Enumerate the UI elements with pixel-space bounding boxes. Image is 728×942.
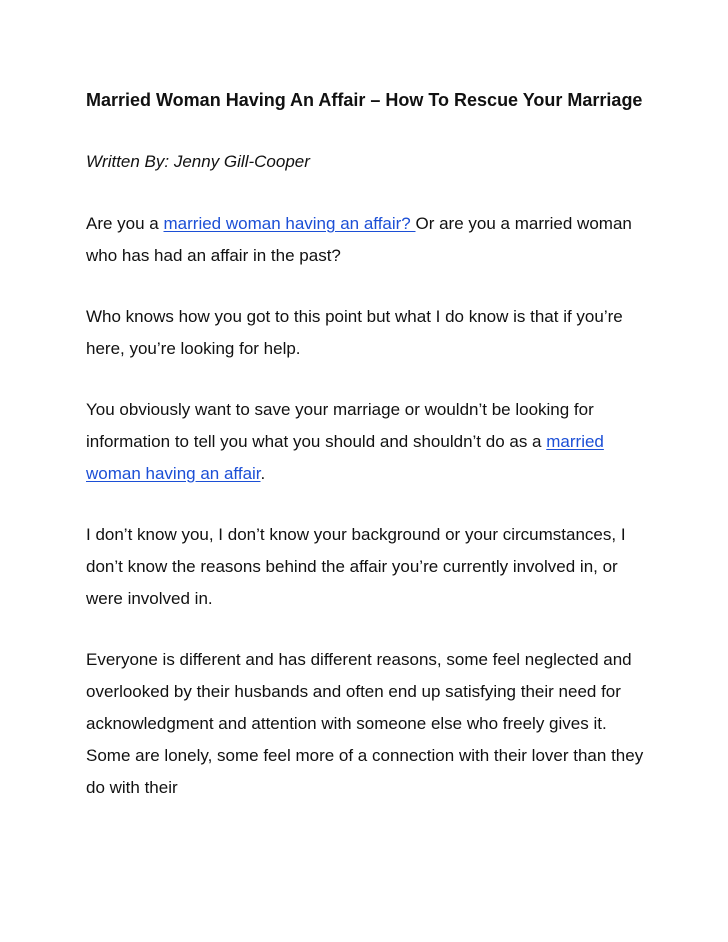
paragraph-3-text-after: . [260, 464, 266, 483]
paragraph-1-text-before: Are you a [86, 214, 164, 233]
affair-link-1[interactable]: married woman having an affair? [163, 214, 416, 233]
paragraph-3-text-before: You obviously want to save your marriage or wouldn’t be looking for information to tell you what you should and shouldn’t do as a [86, 400, 594, 451]
document-title: Married Woman Having An Affair – How To Rescue Your Marriage [86, 90, 643, 110]
affair-link-2[interactable]: married woman having an affair [86, 432, 604, 483]
paragraph-1-text-after: Or are you a married woman who has had an affair in the past? [86, 214, 632, 265]
document-page [86, 84, 646, 804]
paragraph-4: I don’t know you, I don’t know your background or your circumstances, I don’t know the reasons behind the affair you’re currently involved in, or were involved in. [86, 525, 626, 608]
paragraph-2: Who knows how you got to this point but what I do know is that if you’re here, you’re looking for help. [86, 307, 623, 358]
paragraph-5: Everyone is different and has different reasons, some feel neglected and overlooked by their husbands and often end up satisfying their need for acknowledgment and attention with someone else who freely gives it. Some are lonely, some feel more of a connection with their lover than they do with their [86, 650, 644, 797]
author-byline: Written By: Jenny Gill-Cooper [86, 152, 310, 171]
paragraph-3 [86, 394, 646, 490]
paragraph-1 [86, 208, 646, 272]
